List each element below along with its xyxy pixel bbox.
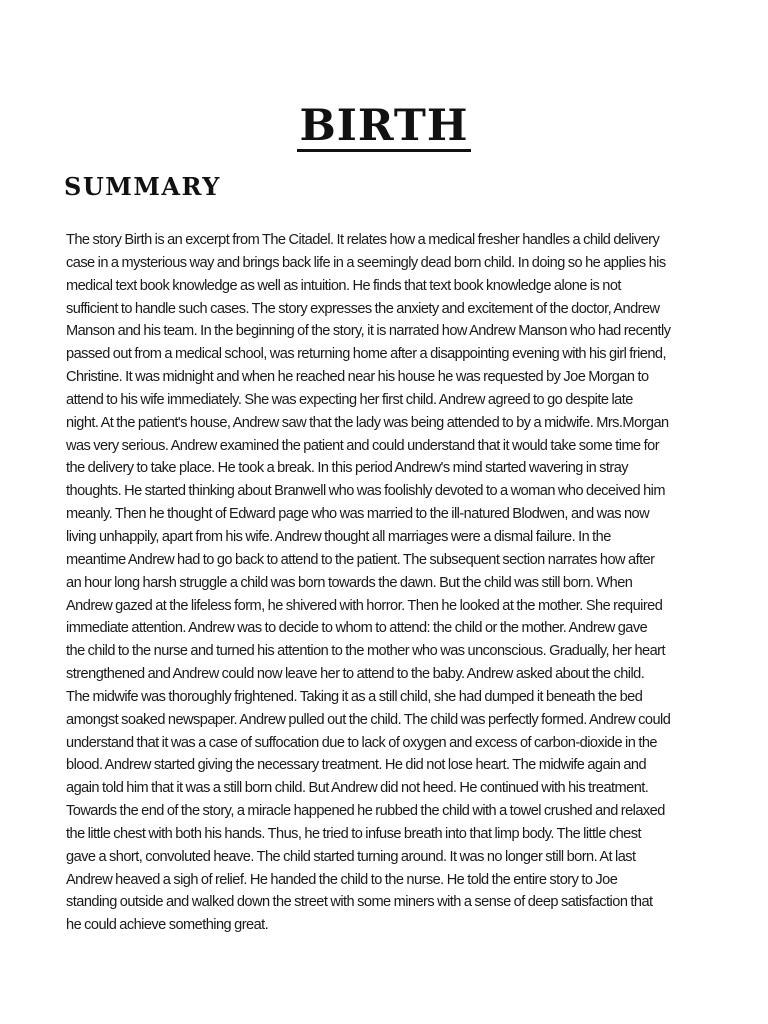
paragraph-line: he could achieve something great. (66, 917, 269, 934)
paragraph-line: standing outside and walked down the street with some miners with a sense of deep satisfaction that (66, 894, 653, 911)
paragraph-line: passed out from a medical school, was returning home after a disappointing evening with his girl friend, (66, 346, 666, 363)
paragraph-line: understand that it was a case of suffocation due to lack of oxygen and excess of carbon-dioxide in the (66, 734, 657, 751)
paragraph-line: night. At the patient's house, Andrew saw that the lady was being attended to by a midwife. Mrs.Morgan (66, 414, 669, 431)
paragraph-line: sufficient to handle such cases. The story expresses the anxiety and excitement of the doctor, Andrew (66, 300, 660, 317)
paragraph-line: medical text book knowledge as well as intuition. He finds that text book knowledge alone is not (66, 277, 621, 294)
summary-paragraph (66, 229, 686, 937)
document-title-text: BIRTH (299, 101, 469, 151)
paragraph-line: Manson and his team. In the beginning of the story, it is narrated how Andrew Manson who had recently (66, 323, 671, 340)
paragraph-line: an hour long harsh struggle a child was born towards the dawn. But the child was still born. When (66, 574, 633, 591)
paragraph-line: Andrew gazed at the lifeless form, he shivered with horror. Then he looked at the mother. She required (66, 597, 663, 614)
paragraph-line: Christine. It was midnight and when he reached near his house he was requested by Joe Morgan to (66, 369, 649, 386)
section-heading-summary: SUMMARY (64, 172, 221, 201)
paragraph-line: attend to his wife immediately. She was expecting her first child. Andrew agreed to go despite late (66, 391, 633, 408)
paragraph-line: the delivery to take place. He took a break. In this period Andrew's mind started wavering in stray (66, 460, 629, 477)
paragraph-line: blood. Andrew started giving the necessary treatment. He did not lose heart. The midwife again and (66, 757, 647, 774)
paragraph-line: case in a mysterious way and brings back life in a seemingly dead born child. In doing so he applies his (66, 254, 666, 271)
paragraph-line: The midwife was thoroughly frightened. Taking it as a still child, she had dumped it beneath the bed (66, 688, 643, 705)
paragraph-line: again told him that it was a still born child. But Andrew did not heed. He continued with his treatment. (66, 780, 649, 797)
paragraph-line: meantime Andrew had to go back to attend to the patient. The subsequent section narrates how after (66, 551, 655, 568)
document-title (0, 100, 768, 152)
paragraph-line: Andrew heaved a sigh of relief. He handed the child to the nurse. He told the entire story to Joe (66, 871, 618, 888)
paragraph-line: The story Birth is an excerpt from The Citadel. It relates how a medical fresher handles a child delivery (66, 232, 660, 248)
paragraph-line: thoughts. He started thinking about Branwell who was foolishly devoted to a woman who deceived him (66, 483, 665, 500)
paragraph-line: meanly. Then he thought of Edward page who was married to the ill-natured Blodwen, and was now (66, 506, 650, 523)
paragraph-line: the little chest with both his hands. Thus, he tried to infuse breath into that limp body. The little chest (66, 825, 641, 842)
paragraph-line: amongst soaked newspaper. Andrew pulled out the child. The child was perfectly formed. Andrew could (66, 711, 671, 728)
paragraph-line: living unhappily, apart from his wife. Andrew thought all marriages were a dismal failure. In the (66, 528, 611, 545)
paragraph-line: gave a short, convoluted heave. The child started turning around. It was no longer still born. At last (66, 848, 636, 865)
paragraph-line: immediate attention. Andrew was to decide to whom to attend: the child or the mother. Andrew gave (66, 620, 648, 637)
paragraph-line: was very serious. Andrew examined the patient and could understand that it would take some time for (66, 437, 660, 454)
paragraph-line: strengthened and Andrew could now leave her to attend to the baby. Andrew asked about the child. (66, 666, 645, 683)
paragraph-line: Towards the end of the story, a miracle happened he rubbed the child with a towel crushed and relaxed (66, 803, 665, 820)
paragraph-line: the child to the nurse and turned his attention to the mother who was unconscious. Gradually, her heart (66, 643, 665, 660)
